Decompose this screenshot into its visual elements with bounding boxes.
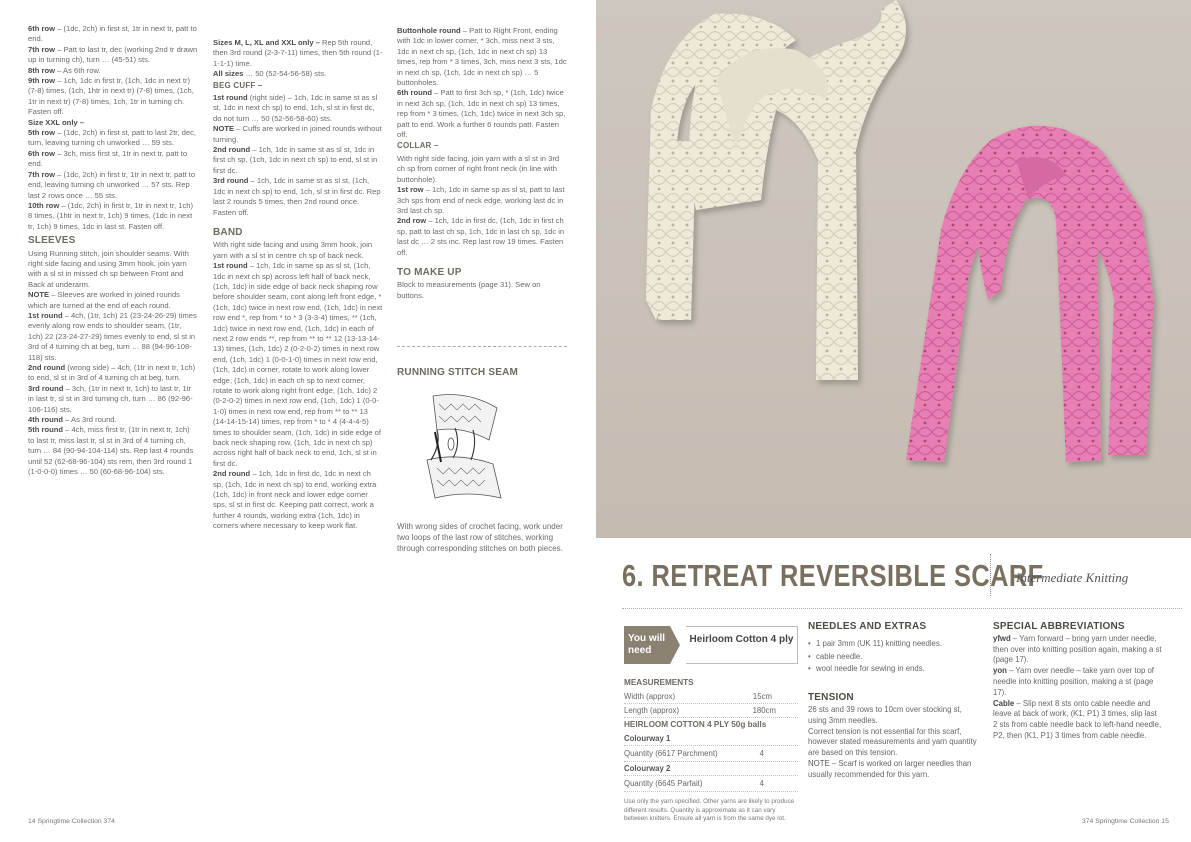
colourway-1: Colourway 1 (624, 732, 798, 746)
instruction-text: – 1ch, 1dc in same sp as sl st, (1ch, 1dc in next ch sp) across left half of back neck, (1ch, 1dc) in side edge of back neck shaping row before shoulder seam, cont along left front edge, * (1ch, 1dc) twice in next row end, (1ch, 1dc) in next row end *, rep from * to * 3 (3-3-4) times, ** (1ch, 1dc) twice in next row end, (1ch, 1dc) in each of next 2 row ends **, rep from ** to ** 12 (13-13-14-13) times, (1ch, 1dc) 2 (0-2-0-2) times in next row end, (1ch, 1dc) 1 (0-0-1-0) times in next row end, (1ch, 1dc) in corner, rotate to work along lower edge, (1ch, 1dc) in each ch sp to next corner, rotate to work along right front edge, (1ch, 1dc) 2 (0-2-0-2) times in next row end, (1ch, 1dc) 1 (0-0-1-0) times in next row end, rep from ** to ** 13 (14-14-15-14) times, rep from * to * 4 (4-4-4-5) times to shoulder seam, (1ch, 1dc) in side edge of back neck shaping row, (1ch, 1dc in next ch sp) across right half of back neck to end, 1ch, sl st in first dc. (213, 261, 383, 468)
instruction-paragraph (397, 26, 567, 88)
instruction-paragraph (28, 45, 198, 66)
instruction-text: – 1ch, 1dc in first dc, 1dc in next ch sp, (1ch, 1dc in next ch sp) to end, working extra (1ch, 1dc) in front neck and lower edge corner sps, sl st in first dc. Keeping patt correct, work a further 4 rounds, working extra (1ch, 1dc) in corners where necessary to keep work flat. (213, 469, 377, 531)
row-label: Quantity (6645 Parfait) (624, 779, 703, 788)
instruction-text: Using Running stitch, join shoulder seams. With right side facing and using 3mm hook, join yarn with a sl st in missed ch sp between Front and Back at underarm. (28, 248, 189, 289)
instruction-label: NOTE (28, 290, 50, 300)
instruction-paragraph (213, 124, 383, 145)
instruction-text: – As 6th row. (55, 65, 101, 75)
instruction-text: – (1dc, 2ch) in first tr, 1tr in next tr, 1ch) 8 times, (1htr in next tr, 1ch) 9 times, (1dc in next tr, 1ch) 9 times, 1dc in last st. Fasten off. (28, 200, 194, 231)
instruction-label: Sizes M, L, XL and XXL only – (213, 38, 320, 47)
instruction-label: 5th row (28, 128, 56, 138)
instruction-label: 10th row (28, 200, 60, 210)
instruction-label: 1st round (213, 93, 248, 103)
instruction-label: Size XXL only – (28, 117, 84, 127)
instruction-paragraph (397, 185, 567, 216)
instruction-paragraph (28, 415, 198, 425)
tension-heading: TENSION (808, 692, 854, 704)
instruction-text: – 1ch, 1dc in first dc, (1ch, 1dc in first ch sp, patt to last ch sp, 1ch, 1dc in last ch sp, 1dc in last dc … 2 sts inc. Rep last row 19 times. Fasten off. (397, 216, 565, 257)
tension-note: Correct tension is not essential for this scarf, however stated measurements and yarn quantity are based on this tension. (808, 726, 977, 758)
instruction-paragraph (213, 240, 383, 261)
note-label: NOTE (808, 758, 830, 768)
instruction-paragraph (28, 24, 198, 45)
row-label: Width (approx) (624, 692, 676, 701)
sleeves-heading: SLEEVES (28, 235, 76, 247)
cuff-paras (213, 93, 383, 218)
instruction-text: – 1ch, 1dc in same st as sl st, 1dc in first ch sp, (1ch, 1dc in next ch sp) to end, sl st in first dc. (213, 145, 378, 175)
instruction-text: – 4ch, (1tr, 1ch) 21 (23-24-26-29) times evenly along row ends to shoulder seam, (1tr, 1ch) 22 (23-24-27-29) times evenly to end, sl st in 3rd of 4 turning ch at beg, turn … 88 (94-96-108-118) sts. (28, 310, 197, 362)
instruction-text: – Patt to first 3ch sp, * (1ch, 1dc) twice in next 3ch sp, (1ch, 1dc in next ch sp) 13 times, rep from * 3 times, (1ch, 1dc) twice in next 3ch sp, patt to end. Work a further 6 rounds patt. Fasten off. (397, 88, 566, 140)
arrow-icon (670, 626, 680, 664)
right-folio: 374 Springtime Collection 15 (1082, 818, 1169, 825)
instruction-label: NOTE (213, 124, 235, 134)
abbr-item (993, 699, 1163, 742)
instruction-label: 4th round (28, 415, 64, 425)
table-row (624, 776, 798, 792)
instruction-paragraph (28, 425, 198, 477)
skill-level: Intermediate Knitting (1016, 570, 1129, 585)
instruction-label: All sizes (213, 69, 244, 79)
instruction-label: 1st round (213, 261, 248, 271)
instruction-text: – 3ch, (1tr in next tr, 1ch) to last tr, 1tr in last tr, sl st in 3rd turning ch, turn … 86 (92-96-106-116) sts. (28, 383, 193, 414)
instruction-paragraph (397, 154, 567, 185)
instruction-text: … 50 (52-54-56-58) sts. (243, 69, 327, 79)
instruction-label: 7th row (28, 44, 56, 54)
scarves-photo (596, 0, 1191, 538)
instruction-text: – Cuffs are worked in joined rounds without turning. (213, 124, 382, 144)
instruction-paragraph (213, 93, 383, 124)
you-will-need-box (624, 626, 798, 664)
instruction-paragraph (28, 201, 198, 232)
abbr-term: yfwd (993, 633, 1011, 643)
row-label: Length (approx) (624, 706, 680, 715)
instruction-paragraph (213, 176, 383, 218)
instruction-label: 3rd round (28, 383, 64, 393)
abbr-term: Cable (993, 698, 1015, 708)
abbr-def: – Yarn forward – bring yarn under needle, then over into knitting position again, making a st (page 17). (993, 633, 1162, 665)
instruction-text: With right side facing and using 3mm hook, join yarn with a sl st in centre ch sp of back neck. (213, 240, 373, 260)
tension-text: 26 sts and 39 rows to 10cm over stocking st, using 3mm needles. (808, 704, 962, 725)
title-separator (990, 554, 991, 596)
instruction-paragraph (28, 76, 198, 118)
make-up-text: Block to measurements (page 31). Sew on buttons. (397, 280, 541, 300)
pink-scarf (906, 126, 1154, 462)
divider (397, 346, 567, 347)
cuff-heading: BEG CUFF – (213, 80, 263, 90)
instruction-label: 3rd round (213, 176, 249, 186)
instruction-paragraph (28, 290, 198, 311)
scarves-illustration (596, 0, 1191, 538)
instruction-paragraph (28, 66, 198, 76)
instruction-text: – (1dc, 2ch) in first tr, 1tr in next tr, patt to end, leaving turning ch unworked … 57 sts. Rep last 2 rows once … 55 sts. (28, 169, 196, 200)
row-value: 4 (759, 779, 764, 788)
instruction-text: – 1ch, 1dc in same sp as sl st, patt to last 3ch sps from end of neck edge, working last dc in 3rd last ch sp. (397, 185, 565, 215)
band-paras (213, 240, 383, 531)
instruction-text: With right side facing, join yarn with a sl st in 3rd ch sp from corner of right front neck (in line with buttonhole). (397, 153, 560, 184)
row-value: 4 (759, 749, 764, 758)
instruction-label: 6th row (28, 24, 56, 33)
list-item: • wool needle for sewing in ends. (808, 664, 980, 675)
abbreviations-column (993, 622, 1163, 742)
instruction-label: 1st round (28, 310, 63, 320)
pattern-title: 6. RETREAT REVERSIBLE SCARF (622, 558, 1044, 593)
abbr-def: – Slip next 8 sts onto cable needle and leave at back of work, (K1, P1) 3 times, slip last 2 sts from cable needle back to left-hand needle, P2, then (K1, P1) 3 times from cable needle. (993, 698, 1162, 740)
col3-paras (397, 26, 567, 140)
sleeves-paras (28, 249, 198, 478)
instruction-text: – As 3rd round. (63, 415, 117, 425)
note-text: – Scarf is worked on larger needles than usually recommended for this yarn. (808, 758, 972, 779)
yarn-name: Heirloom Cotton 4 ply (686, 626, 798, 664)
instruction-paragraph (213, 469, 383, 531)
left-column-2 (213, 38, 383, 532)
instruction-text: – Patt to last tr, dec (working 2nd tr drawn up in turning ch), turn … (45-51) sts. (28, 44, 198, 65)
instruction-paragraph (28, 311, 198, 363)
measurements-table (624, 676, 798, 792)
instruction-label: 6th row (28, 148, 56, 158)
row-label: Quantity (6617 Parchment) (624, 749, 718, 758)
instruction-text: – (1dc, 2ch) in first st, 1tr in next tr, patt to end. (28, 24, 197, 44)
instruction-paragraph (28, 149, 198, 170)
instruction-label: 1st row (397, 185, 424, 195)
instruction-text: (wrong side) – 4ch, (1tr in next tr, 1ch) to end, sl st in 3rd of 4 turning ch at beg, turn. (28, 363, 196, 383)
row-value: 15cm (752, 692, 772, 701)
instruction-text: – Sleeves are worked in joined rounds which are turned at the end of each round. (28, 290, 180, 310)
left-column-1 (28, 24, 198, 477)
instruction-label: 9th row (28, 76, 56, 86)
left-column-3 (397, 26, 567, 301)
instruction-label: 5th round (28, 425, 64, 435)
instruction-paragraph (28, 170, 198, 201)
title-band (596, 546, 1191, 616)
collar-paras (397, 154, 567, 258)
instruction-paragraph (28, 384, 198, 415)
instruction-text: – Patt to Right Front, ending with 1dc in lower corner, * 3ch, miss next 3 sts, 1dc in next ch sp, (1ch, 1dc in next ch sp) 13 times, rep from * 3 times, 3ch, miss next 3 sts, 1dc in next ch sp, (1ch, 1dc in next ch sp) … 5 buttonholes. (397, 26, 567, 88)
tension-warning (808, 759, 980, 781)
row-value: 180cm (752, 706, 776, 715)
abbreviations-heading: SPECIAL ABBREVIATIONS (993, 621, 1125, 632)
col2-paras (213, 38, 383, 80)
colourway-2: Colourway 2 (624, 762, 798, 776)
left-folio: 14 Springtime Collection 374 (28, 818, 115, 825)
instruction-label: 8th row (28, 65, 56, 75)
instruction-paragraph (213, 261, 383, 469)
make-up-heading: TO MAKE UP (397, 266, 462, 278)
yarn-heading: HEIRLOOM COTTON 4 PLY 50g balls (624, 720, 767, 729)
instruction-paragraph (213, 145, 383, 176)
instruction-label: 6th round (397, 88, 433, 98)
title-rule (622, 608, 1182, 609)
instruction-paragraph (28, 363, 198, 384)
instruction-text: (right side) – 1ch, 1dc in same st as sl st, 1dc in next ch sp) to end, 1ch, sl st in first dc, do not turn … 50 (52-56-58-60) sts. (213, 93, 378, 123)
you-will-need-tag: You will need (624, 626, 670, 664)
instruction-label: 7th row (28, 169, 56, 179)
table-row (624, 704, 798, 718)
instruction-text: – 1ch, 1dc in same st as sl st, (1ch, 1dc in next ch sp) to end, 1ch, sl st in first dc. Rep last 2 rounds 5 times, then 2nd round once. Fasten off. (213, 176, 381, 217)
instruction-paragraph (213, 38, 383, 69)
instruction-label: 2nd round (213, 469, 251, 479)
instruction-paragraph (397, 216, 567, 258)
yarn-note: Use only the yarn specified. Other yarns are likely to produce different results. Quantity is approximate as it can vary between knitters. Ensure all yarn is from the same dye lot. (624, 798, 795, 822)
needles-column (808, 622, 980, 781)
seam-caption-block (397, 522, 567, 554)
instruction-text: Rep 5th round, then 3rd round (2-3-7-11) times, then 5th round (1-1-1-1) time. (213, 38, 383, 68)
instruction-paragraph (28, 249, 198, 291)
needles-heading: NEEDLES AND EXTRAS (808, 621, 927, 632)
cream-scarf (646, 0, 906, 380)
instruction-text: – 4ch, miss first tr, (1tr in next tr, 1ch) to last tr, miss last tr, sl st in 3rd of 4 turning ch, turn … 84 (90-94-104-114) sts. Rep last 4 rounds until 52 (62-68-96-104) sts rem, then 3rd round 1 (1-0-0-0) times … 50 (60-68-96-104) sts. (28, 425, 194, 477)
instruction-paragraph (397, 88, 567, 140)
band-heading: BAND (213, 226, 243, 238)
instruction-label: 2nd round (213, 145, 251, 155)
instruction-text: – 1ch, 1dc in first tr, (1ch, 1dc in next tr) (7-8) times, (1ch, 1htr in next tr) (7-8) times, (1ch, 1tr in next tr) (7-8) times, 1ch, 1tr in turning ch. Fasten off. (28, 76, 194, 117)
abbr-item (993, 634, 1163, 666)
seam-section (397, 364, 567, 380)
instruction-text: – (1dc, 2ch) in first st, patt to last 2tr, dec, turn, leaving turning ch unworked … 59 sts. (28, 128, 196, 148)
abbr-term: yon (993, 666, 1007, 676)
table-row (624, 690, 798, 704)
collar-heading: COLLAR – (397, 141, 439, 151)
instruction-paragraph (213, 69, 383, 79)
instruction-paragraph (28, 118, 198, 128)
col1-paras (28, 24, 198, 232)
instruction-paragraph (28, 128, 198, 149)
instruction-label: Buttonhole round (397, 26, 461, 35)
instruction-label: 2nd row (397, 216, 427, 226)
running-stitch-seam-diagram (397, 386, 521, 512)
seam-caption: With wrong sides of crochet facing, work under two loops of the last row of stitches, working through corresponding stitches on both pieces. (397, 522, 563, 553)
list-item: • cable needle. (808, 652, 980, 663)
table-row (624, 746, 798, 762)
list-item: • 1 pair 3mm (UK 11) knitting needles. (808, 639, 980, 650)
seam-heading: RUNNING STITCH SEAM (397, 367, 519, 378)
abbr-def: – Yarn over needle – take yarn over top of needle into knitting position, making a st (page 17). (993, 666, 1154, 697)
measurements-heading: MEASUREMENTS (624, 678, 694, 687)
instruction-label: 2nd round (28, 363, 66, 372)
instruction-text: – 3ch, miss first st, 1tr in next tr, patt to end. (28, 148, 188, 169)
abbr-item (993, 666, 1163, 698)
